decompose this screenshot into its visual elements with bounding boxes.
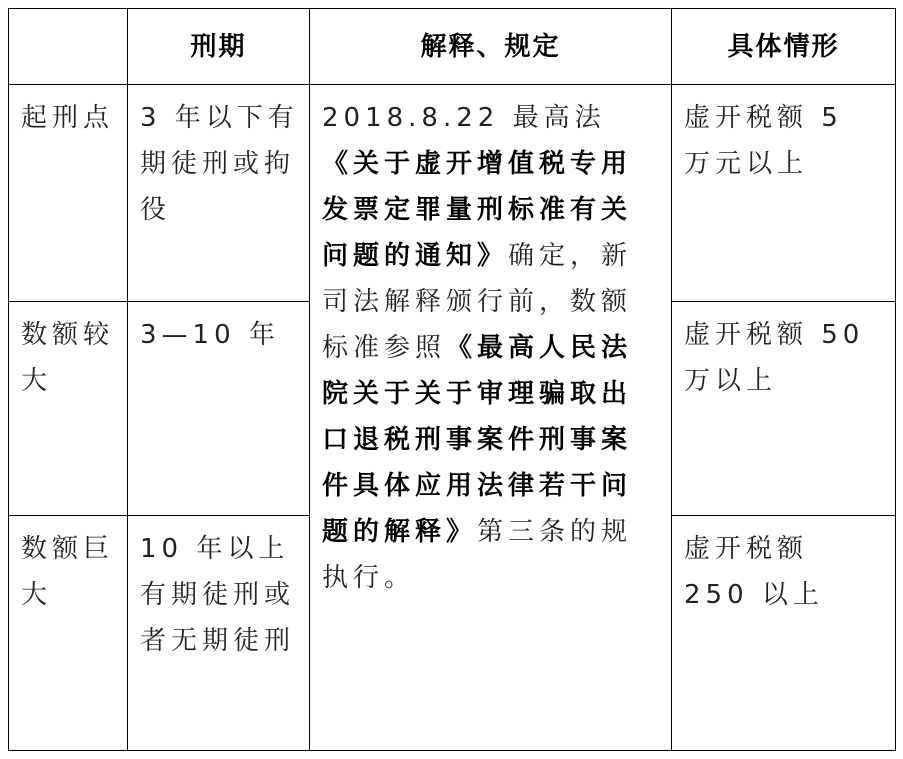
situation-cell: 虚开税额 50 万以上 xyxy=(672,302,896,516)
term-cell: 10 年以上有期徒刑或者无期徒刑 xyxy=(128,516,310,751)
explanation-tail: 第三条的规执行。 xyxy=(322,517,633,593)
explanation-text: 确定，新司法解释颁行前，数额标准参照 xyxy=(322,241,633,363)
explanation-date: 2018.8.22 最高法 xyxy=(322,103,606,133)
explanation-interpretation-title: 《最高人民法院关于关于审理骗取出口退税刑事案件刑事案件具体应用法律若干问题的解释》 xyxy=(322,333,633,547)
level-cell: 数额巨大 xyxy=(9,516,128,751)
situation-cell: 虚开税额 5 万元以上 xyxy=(672,85,896,302)
header-situation: 具体情形 xyxy=(672,9,896,85)
header-row xyxy=(9,9,896,85)
table-row xyxy=(9,85,896,302)
level-cell: 起刑点 xyxy=(9,85,128,302)
header-explanation: 解释、规定 xyxy=(310,9,672,85)
level-cell: 数额较大 xyxy=(9,302,128,516)
criminal-sentencing-table xyxy=(8,8,896,751)
situation-cell: 虚开税额 250 以上 xyxy=(672,516,896,751)
explanation-notice-title: 《关于虚开增值税专用发票定罪量刑标准有关问题的通知》 xyxy=(322,149,633,271)
explanation-cell xyxy=(310,85,672,751)
header-term: 刑期 xyxy=(128,9,310,85)
term-cell: 3—10 年 xyxy=(128,302,310,516)
header-empty xyxy=(9,9,128,85)
term-cell: 3 年以下有期徒刑或拘役 xyxy=(128,85,310,302)
